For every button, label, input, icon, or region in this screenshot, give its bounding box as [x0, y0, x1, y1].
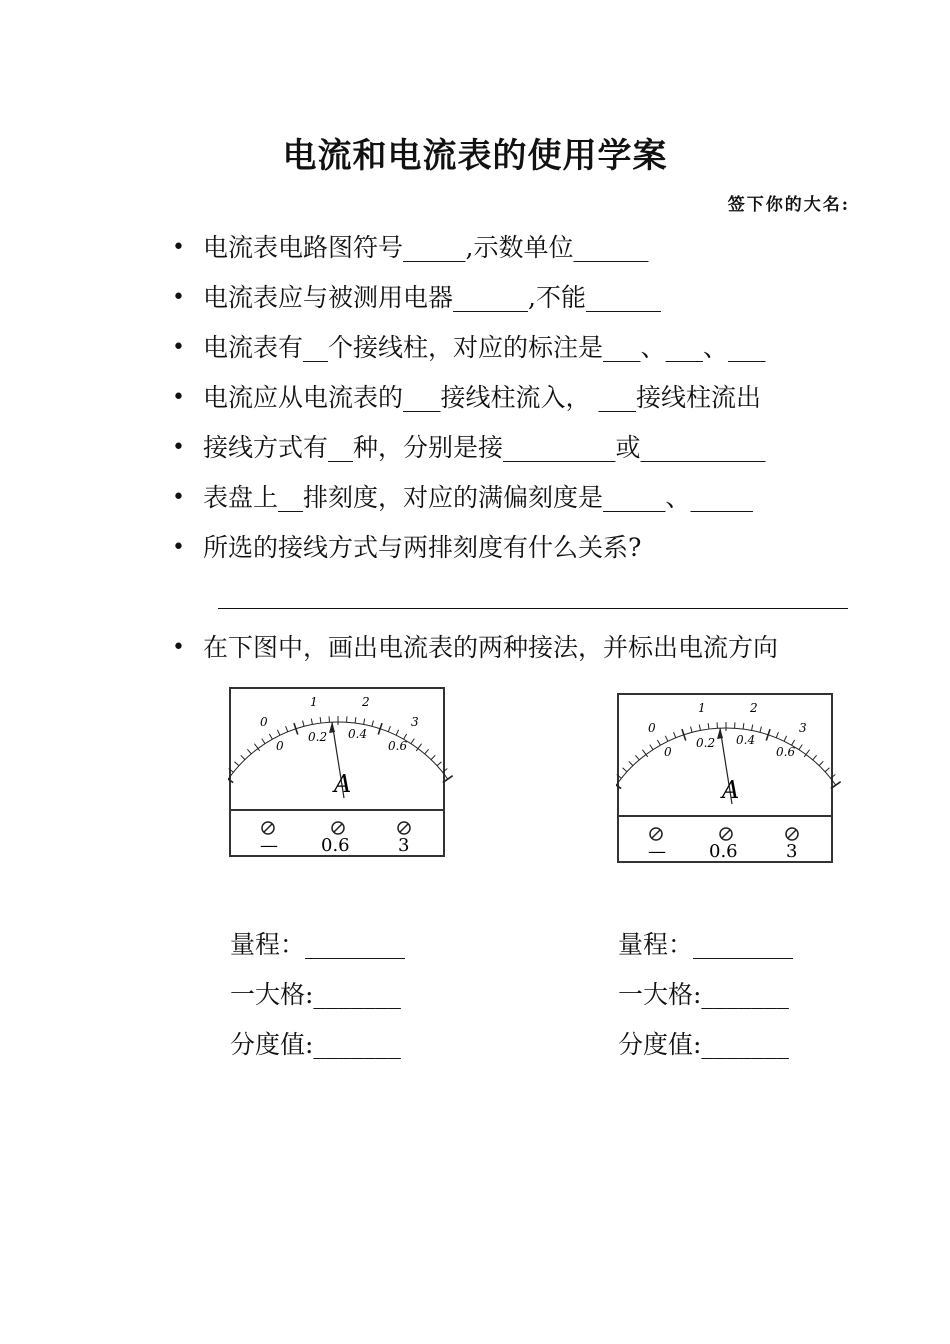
scale-top-label: 3 [411, 715, 419, 729]
bullet-icon: • [172, 235, 185, 260]
scale-top-label: 1 [698, 701, 706, 715]
scale-top-label: 0 [648, 721, 656, 735]
terminal-label: 0.6 [321, 835, 350, 856]
scale-top-label: 2 [750, 701, 758, 715]
scale-top-label: 1 [310, 695, 318, 709]
terminal-label: 0.6 [709, 841, 738, 862]
range-field[interactable]: 量程：________ [618, 930, 794, 959]
bullet-icon: • [172, 385, 185, 410]
terminal-minus[interactable] [262, 822, 274, 834]
terminal-label: — [260, 835, 278, 856]
bullet-icon: • [172, 635, 185, 660]
resolution-field[interactable]: 分度值:_______ [230, 1030, 401, 1059]
terminal-label: 3 [398, 835, 410, 856]
scale-bottom-label: 0.2 [308, 730, 328, 744]
bullet-icon: • [172, 285, 185, 310]
scale-top-label: 3 [799, 721, 807, 735]
terminal-minus[interactable] [650, 828, 662, 840]
large-division-field[interactable]: 一大格:_______ [618, 980, 789, 1009]
terminal-label: — [648, 841, 666, 862]
scale-bottom-label: 0 [664, 745, 672, 759]
signature-label: 签下你的大名: [727, 195, 850, 215]
unit-label: A [722, 776, 740, 804]
page-title: 电流和电流表的使用学案 [282, 136, 668, 176]
resolution-field[interactable]: 分度值:_______ [618, 1030, 789, 1059]
left-answer-block [230, 920, 405, 1070]
scale-bottom-label: 0.2 [696, 736, 716, 750]
terminal-label: 3 [786, 841, 798, 862]
bullet-icon: • [172, 535, 185, 560]
terminal-3[interactable] [786, 828, 798, 840]
terminal-0.6[interactable] [332, 822, 344, 834]
bullet-icon: • [172, 485, 185, 510]
range-field[interactable]: 量程：________ [230, 930, 406, 959]
terminal-0.6[interactable] [720, 828, 732, 840]
scale-top-label: 0 [260, 715, 268, 729]
large-division-field[interactable]: 一大格:_______ [230, 980, 401, 1009]
ammeter-diagram-left [228, 686, 458, 886]
bullet-icon: • [172, 435, 185, 460]
scale-bottom-label: 0.4 [348, 727, 368, 741]
scale-bottom-label: 0.6 [776, 745, 796, 759]
ammeter-icon [228, 686, 458, 886]
bullet-icon: • [172, 335, 185, 360]
scale-bottom-label: 0.4 [736, 733, 756, 747]
ammeter-icon [616, 692, 846, 892]
right-answer-block [618, 920, 793, 1070]
unit-label: A [334, 770, 352, 798]
scale-bottom-label: 0.6 [388, 739, 408, 753]
ammeter-diagram-right [616, 692, 846, 892]
scale-top-label: 2 [362, 695, 370, 709]
scale-bottom-label: 0 [276, 739, 284, 753]
terminal-3[interactable] [398, 822, 410, 834]
answer-line[interactable] [218, 608, 848, 609]
